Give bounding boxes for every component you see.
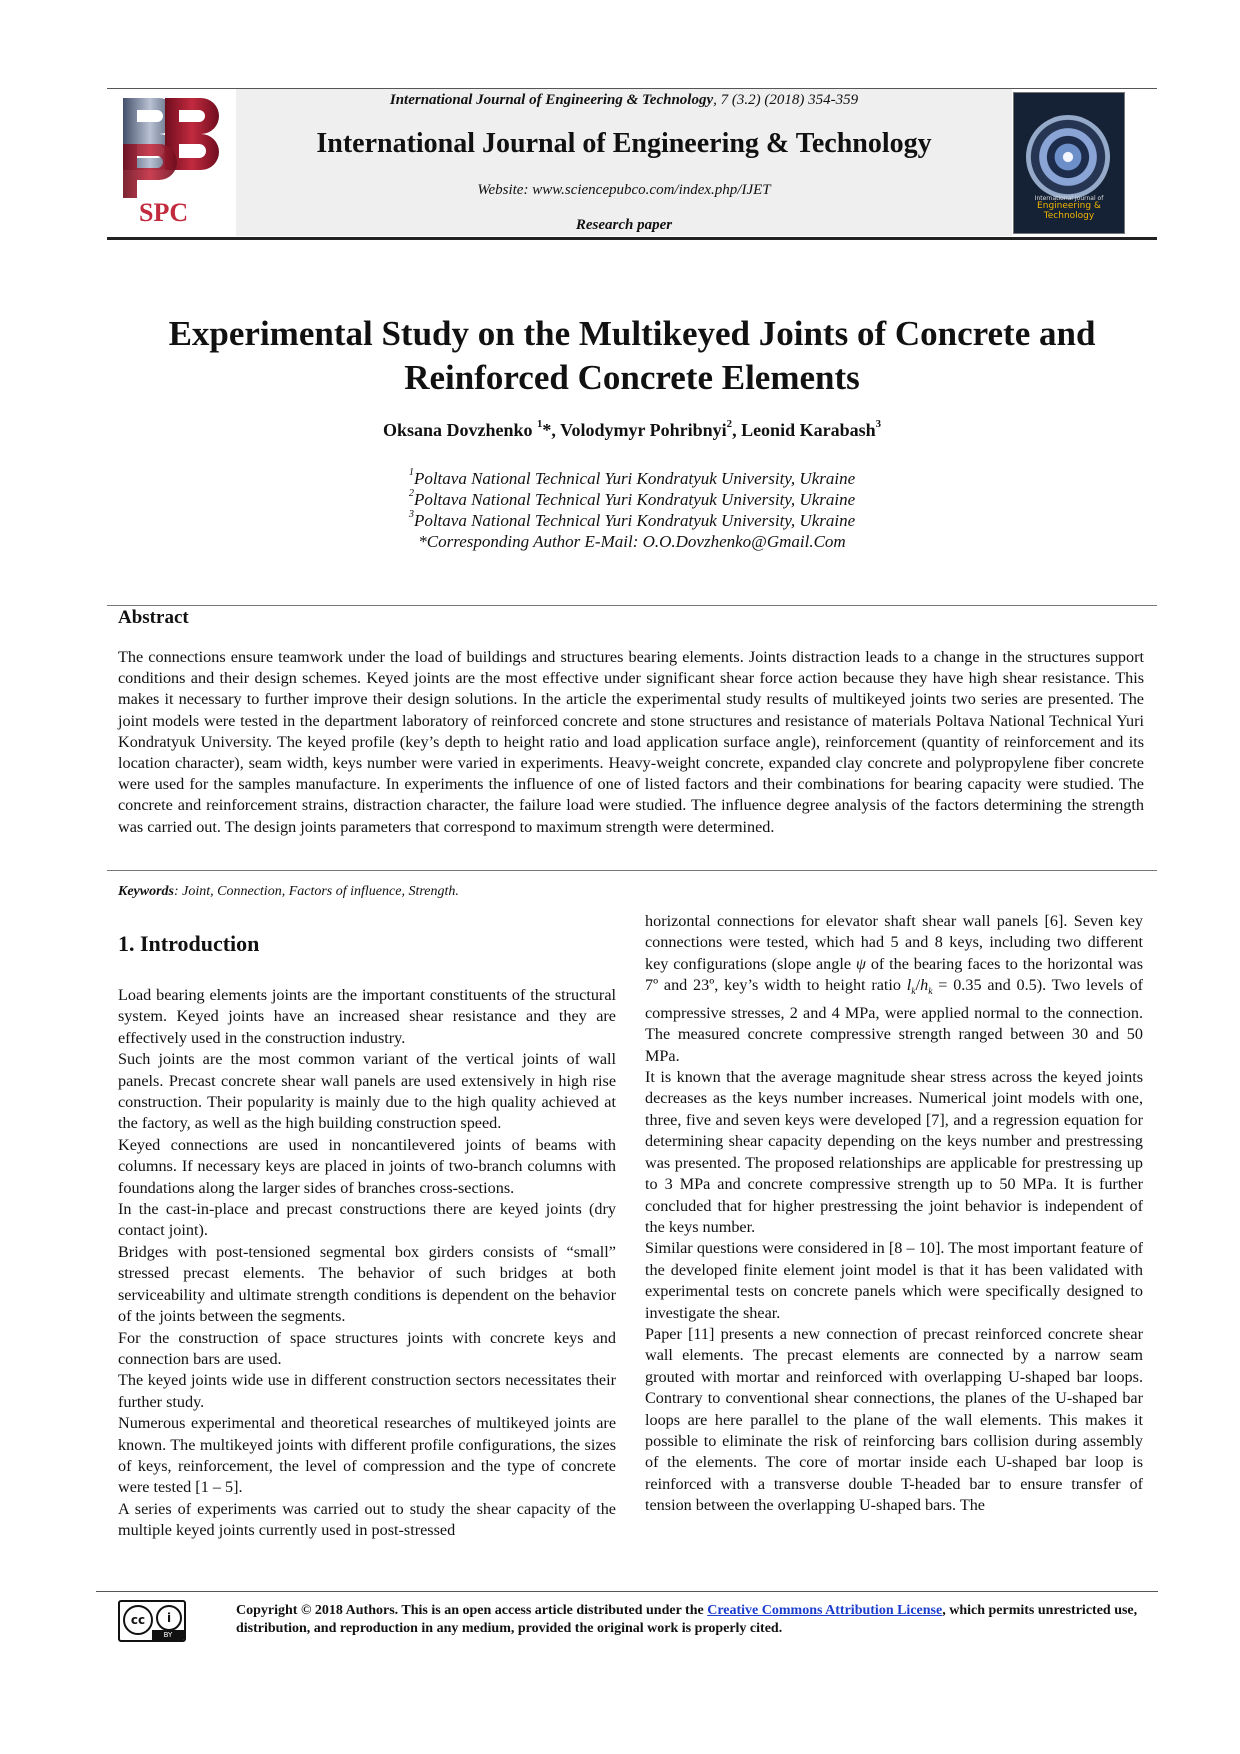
paragraph: Numerous experimental and theoretical researches of multikeyed joints are known. The multikeyed joints with different profile configurations, the sizes of keys, reinforcement, the level of compression and the type of concrete were tested [1 – 5]. [118, 1414, 616, 1497]
paragraph: For the construction of space structures joints with concrete keys and connection bars are used. [118, 1328, 616, 1368]
keywords: Keywords: Joint, Connection, Factors of influence, Strength. [118, 884, 459, 899]
abstract-top-rule [107, 605, 1157, 606]
paragraph: Keyed connections are used in noncantilevered joints of beams with columns. If necessary keys are placed in joints of two-branch columns with foundations along the larger sides of branches cross-sections. [118, 1135, 616, 1197]
paragraph: Similar questions were considered in [8 – 10]. The most important feature of the developed finite element joint model is that it has been validated with experimental tests on concrete panels which were specifically designed to investigate the shear. [645, 1239, 1143, 1322]
journal-name: International Journal of Engineering & Technology [316, 128, 932, 159]
paper-type: Research paper [575, 217, 673, 233]
spc-logo-text: SPC [139, 198, 189, 227]
copyright-notice: Copyright © 2018 Authors. This is an open access article distributed under the Creative Commons Attribution License, which permits unrestricted use, distribution, and reproduction in any medium, provided the original work is properly cited. [236, 1603, 1138, 1636]
paragraph: It is known that the average magnitude shear stress across the keyed joints decreases as the keys number increases. Numerical joint models with one, three, five and seven keys were developed [7], and a regression equation for determining shear capacity depending on the keys number and prestressing was presented. The proposed relationships are applicable for prestressing up to 3 MPa and concrete compressive strength up to 50 MPa. It is further concluded that for higher prestressing the joint behavior is independent of the keys number. [645, 1068, 1143, 1236]
paragraph: The keyed joints wide use in different construction sectors necessitates their further study. [118, 1371, 616, 1411]
affiliation: $^2$Poltava National Technical Yuri Kondratyuk University, Ukraine [408, 487, 856, 509]
cc-by-license-icon [118, 1600, 186, 1642]
cover-subtitle: International Journal of [1034, 195, 1104, 202]
left-column [118, 985, 616, 1542]
journal-citation: International Journal of Engineering & Technology, 7 (3.2) (2018) 354-359 [389, 92, 859, 108]
paragraph: horizontal connections for elevator shaft shear wall panels [6]. Seven key connections were tested, which had 5 and 8 keys, including two different key configurations (slope angle ψ of the bearing faces to the horizontal was 7º and 23º, key’s width to height ratio $l_k/h_k = 0.35$ and 0.5). Two levels of compressive stresses, 2 and 4 MPa, were applied normal to the connection. The measured concrete compressive strength ranged between 30 and 50 MPa. [645, 912, 1143, 1065]
paragraph: In the cast-in-place and precast constructions there are keyed joints (dry contact joint). [118, 1200, 616, 1240]
header-band [236, 89, 1012, 236]
journal-cover-image [1013, 92, 1125, 234]
cc-icon: cc [123, 1605, 153, 1635]
abstract-heading: Abstract [118, 607, 189, 628]
abstract-text: The connections ensure teamwork under the load of buildings and structures bearing elements. Joints distraction leads to a change in the structures support conditions and their design schemes. Keyed joints are the most effective under significant shear force action because they have high shear resistance. This makes it necessary to further improve their design solutions. In the article the experimental study results of multikeyed joints two series are presented. The joint models were tested in the department laboratory of reinforced concrete and stone structures and resistance of materials Poltava National Technical Yuri Kondratyuk University. The keyed profile (key’s depth to height ratio and load application surface angle), reinforcement (quantity of reinforcement and its location character), seam width, keys number were varied in experiments. Heavy-weight concrete, expanded clay concrete and polypropylene fiber concrete were used for the samples manufacture. In experiments the influence of one of listed factors and their combinations for bearing capacity were studied. The concrete and reinforcement strains, distraction character, the failure load were studied. The influence degree analysis of the factors determining the strength was carried out. The design joints parameters that correspond to maximum strength were determined. [118, 648, 1144, 836]
corresponding-author: *Corresponding Author E-Mail: O.O.Dovzhenko@Gmail.Com [418, 532, 846, 551]
section-heading: 1. Introduction [118, 931, 260, 956]
header-bottom-rule [107, 237, 1157, 240]
journal-website: Website: www.sciencepubco.com/index.php/IJET [477, 182, 771, 198]
license-link[interactable]: Creative Commons Attribution License [707, 1603, 943, 1618]
right-column [645, 911, 1143, 1517]
paper-title-line-2: Reinforced Concrete Elements [404, 358, 860, 397]
by-label: BY [152, 1630, 184, 1640]
paragraph: Paper [11] presents a new connection of precast reinforced concrete shear wall elements. The precast elements are connected by a narrow seam grouted with mortar and reinforced with overlapping U-shaped bar loops. Contrary to conventional shear connections, the planes of the U-shaped bar loops are here parallel to the plane of the wall elements. This makes it possible to eliminate the risk of reinforcing bars collision during assembly of the elements. The core of mortar inside each U-shaped bar loop is reinforced with a transverse double T-headed bar to ensure transfer of tension between the overlapping U-shaped bars. The [645, 1324, 1143, 1515]
paragraph: Bridges with post-tensioned segmental box girders consists of “small” stressed precast elements. The behavior of such bridges at both serviceability and ultimate strength conditions is dependent on the behavior of the joints between the segments. [118, 1242, 616, 1326]
paragraph: A series of experiments was carried out to study the shear capacity of the multiple keyed joints currently used in post-stressed [118, 1499, 616, 1540]
affiliation: $^1$Poltava National Technical Yuri Kondratyuk University, Ukraine [408, 466, 856, 488]
author-name: Oksana Dovzhenko [382, 420, 538, 440]
paragraph: Load bearing elements joints are the important constituents of the structural system. Keyed joints have an increased shear resistance and they are effectively used in the construction industry. [118, 986, 616, 1047]
paragraph: Such joints are the most common variant of the vertical joints of wall panels. Precast concrete shear wall panels are used extensively in high rise construction. Their popularity is mainly due to the high quality achieved at the factory, as well as the high building construction speed. [118, 1050, 616, 1133]
psi-symbol: ψ [855, 954, 866, 973]
author-name: Volodymyr Pohribnyi [560, 420, 727, 440]
abstract-bottom-rule [107, 870, 1157, 871]
spc-logo [113, 92, 231, 232]
footer-rule [96, 1591, 1158, 1592]
author-name: Leonid Karabash [741, 420, 876, 440]
cover-graphic [1026, 115, 1110, 199]
author-list: Oksana Dovzhenko $^1$*, Volodymyr Pohribnyi$^2$, Leonid Karabash$^3$ [382, 417, 882, 440]
attribution-icon: i [156, 1605, 182, 1631]
paper-title [107, 312, 1157, 400]
affiliation: $^3$Poltava National Technical Yuri Kondratyuk University, Ukraine [408, 508, 856, 530]
paper-title-line-1: Experimental Study on the Multikeyed Joints of Concrete and [168, 314, 1096, 353]
ratio-formula: $l_k/h_k$ [906, 976, 933, 998]
cover-title: Engineering & Technology [1037, 201, 1101, 221]
